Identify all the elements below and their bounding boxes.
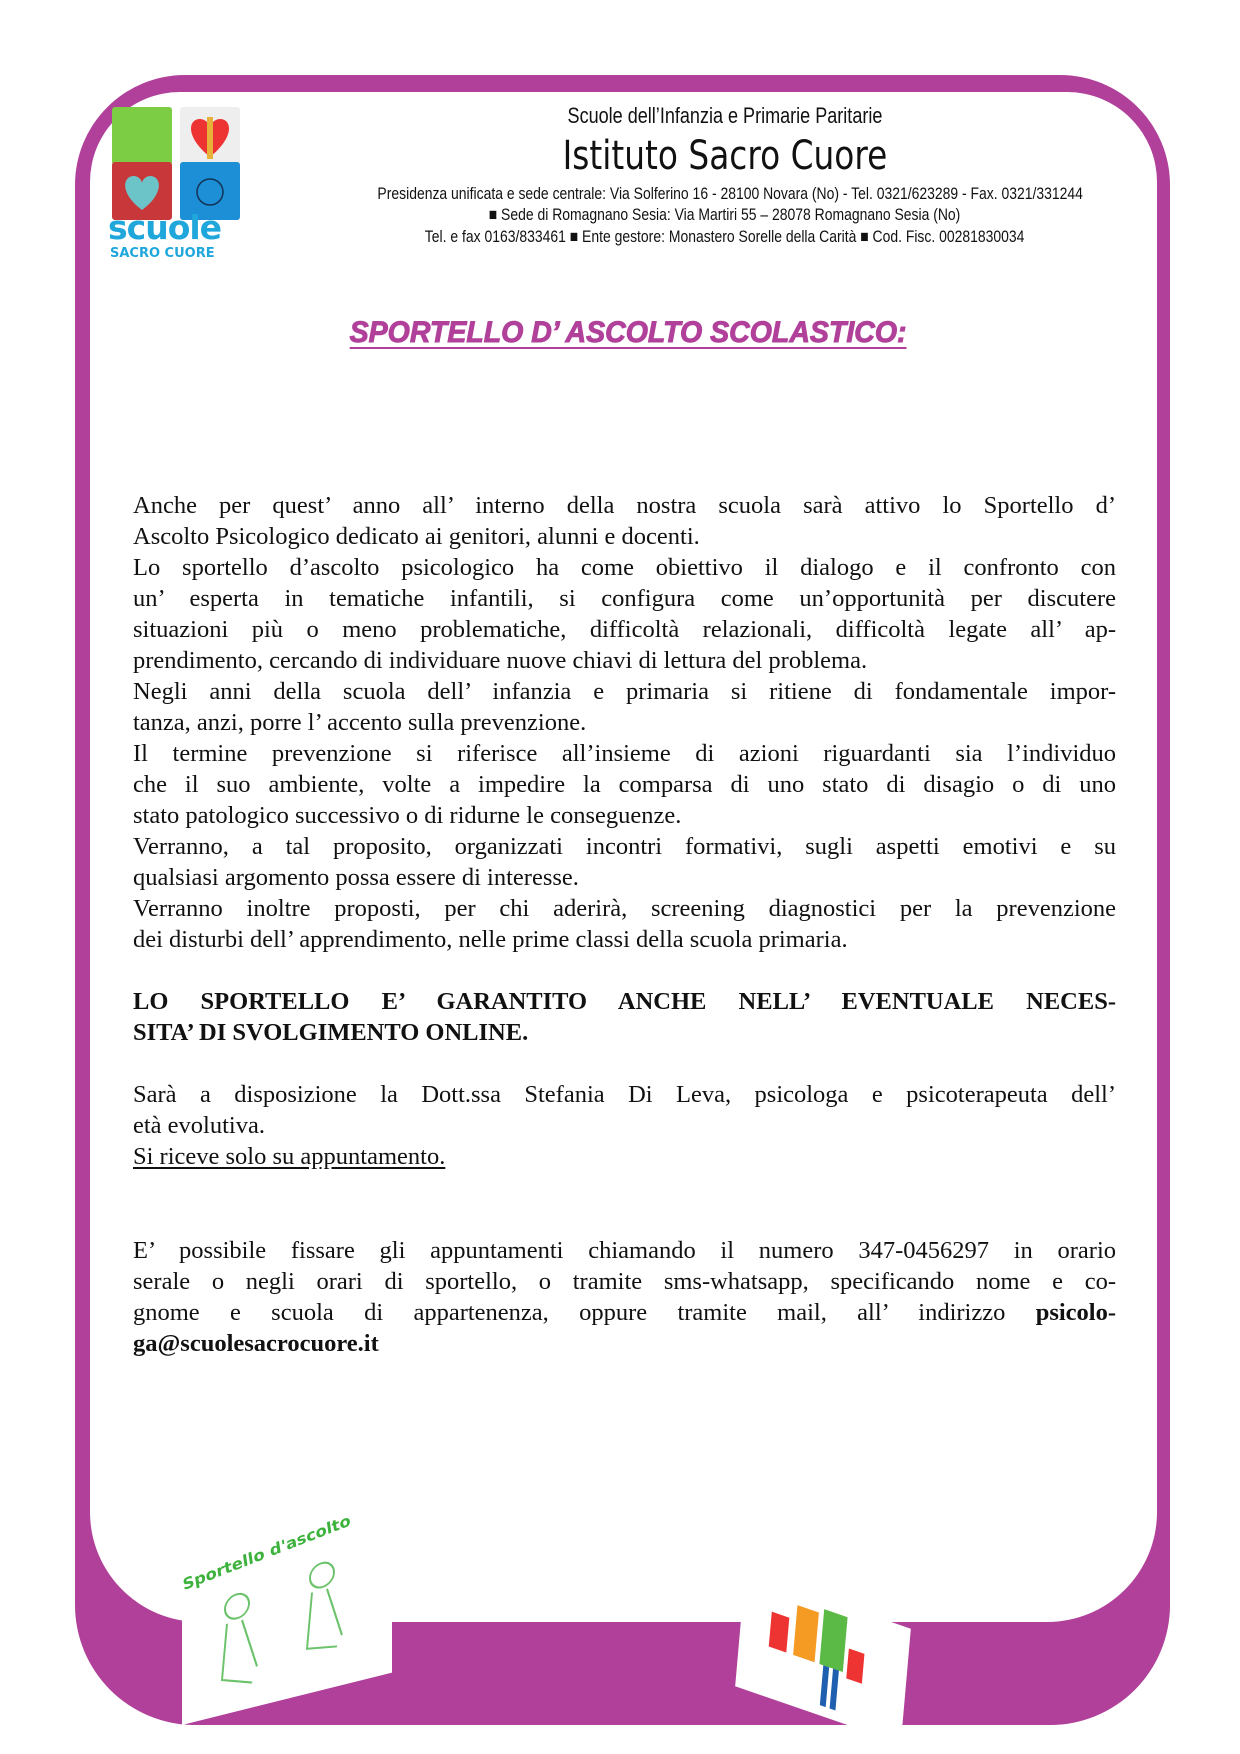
doctor-info: Sarà a disposizione la Dott.ssa Stefania Di Leva, psicologa e psicoterapeuta dell’ età evolutiva. Si riceve solo su appuntamento. [133, 1081, 1116, 1170]
intro-paragraph: Anche per quest’ anno all’ interno della nostra scuola sarà attivo lo Sportello d’ Ascolto Psicologico dedicato ai genitori, alunni e docenti. Lo sportello d’ascolto psicologico ha come obiettivo il dialogo e il confronto con un’ esperta in tematiche infantili, si configura come un’opportunità per discutere situazioni più o meno problematiche, difficoltà relazionali, difficoltà legate all’ ap- prendimento, cercando di individuare nuove chiavi di lettura del problema. Negli anni della scuola dell’ infanzia e primaria si ritiene di fondamentale impor- tanza, anzi, porre l’ accento sulla prevenzione. Il termine prevenzione si riferisce all’insieme di azioni riguardanti sia l’individuo che il suo ambiente, volte a impedire la comparsa di uno stato di disagio o di uno stato patologico successivo o di ridurne le conseguenze. Verranno, a tal proposito, organizzati incontri formativi, sugli aspetti emotivi e su qualsiasi argomento possa essere di interesse. Verranno inoltre proposti, per chi aderirà, screening diagnostici per la prevenzione dei disturbi dell’ apprendimento, nelle prime classi della scuola primaria. [133, 492, 1116, 953]
email-link[interactable]: psicolo- [1035, 1299, 1116, 1326]
page-title: SPORTELLO D’ ASCOLTO SCOLASTICO: [349, 316, 907, 349]
listening-desk-illustration: Sportello d'ascolto [182, 1538, 392, 1725]
contact-info: E’ possibile fissare gli appuntamenti chiamando il numero 347-0456297 in orario serale o negli orari di sportello, o tramite sms-whatsapp, specificando nome e co- gnome e scuola di appartenenza, oppure tramite mail, all’ indirizzo psicolo- ga@scuolesacrocuore.it [133, 1237, 1116, 1357]
address-line: Presidenza unificata e sede centrale: Via Solferino 16 - 28100 Novara (No) - Tel. 0321/623289 - Fax. 0321/331244 [377, 184, 1083, 203]
online-notice: LO SPORTELLO E’ GARANTITO ANCHE NELL’ EVENTUALE NECES- SITA’ DI SVOLGIMENTO ONLINE. [133, 988, 1116, 1046]
institute-name: Istituto Sacro Cuore [562, 133, 888, 179]
address-line: Tel. e fax 0163/833461 ■ Ente gestore: Monastero Sorelle della Carità ■ Cod. Fisc. 00281830034 [425, 227, 1025, 246]
email-link[interactable]: ga@scuolesacrocuore.it [133, 1330, 379, 1357]
address-line: ■ Sede di Romagnano Sesia: Via Martiri 55 – 28078 Romagnano Sesia (No) [489, 205, 961, 224]
header-subtitle: Scuole dell’Infanzia e Primarie Paritarie [567, 103, 883, 128]
appointment-note: Si riceve solo su appuntamento. [133, 1143, 446, 1170]
